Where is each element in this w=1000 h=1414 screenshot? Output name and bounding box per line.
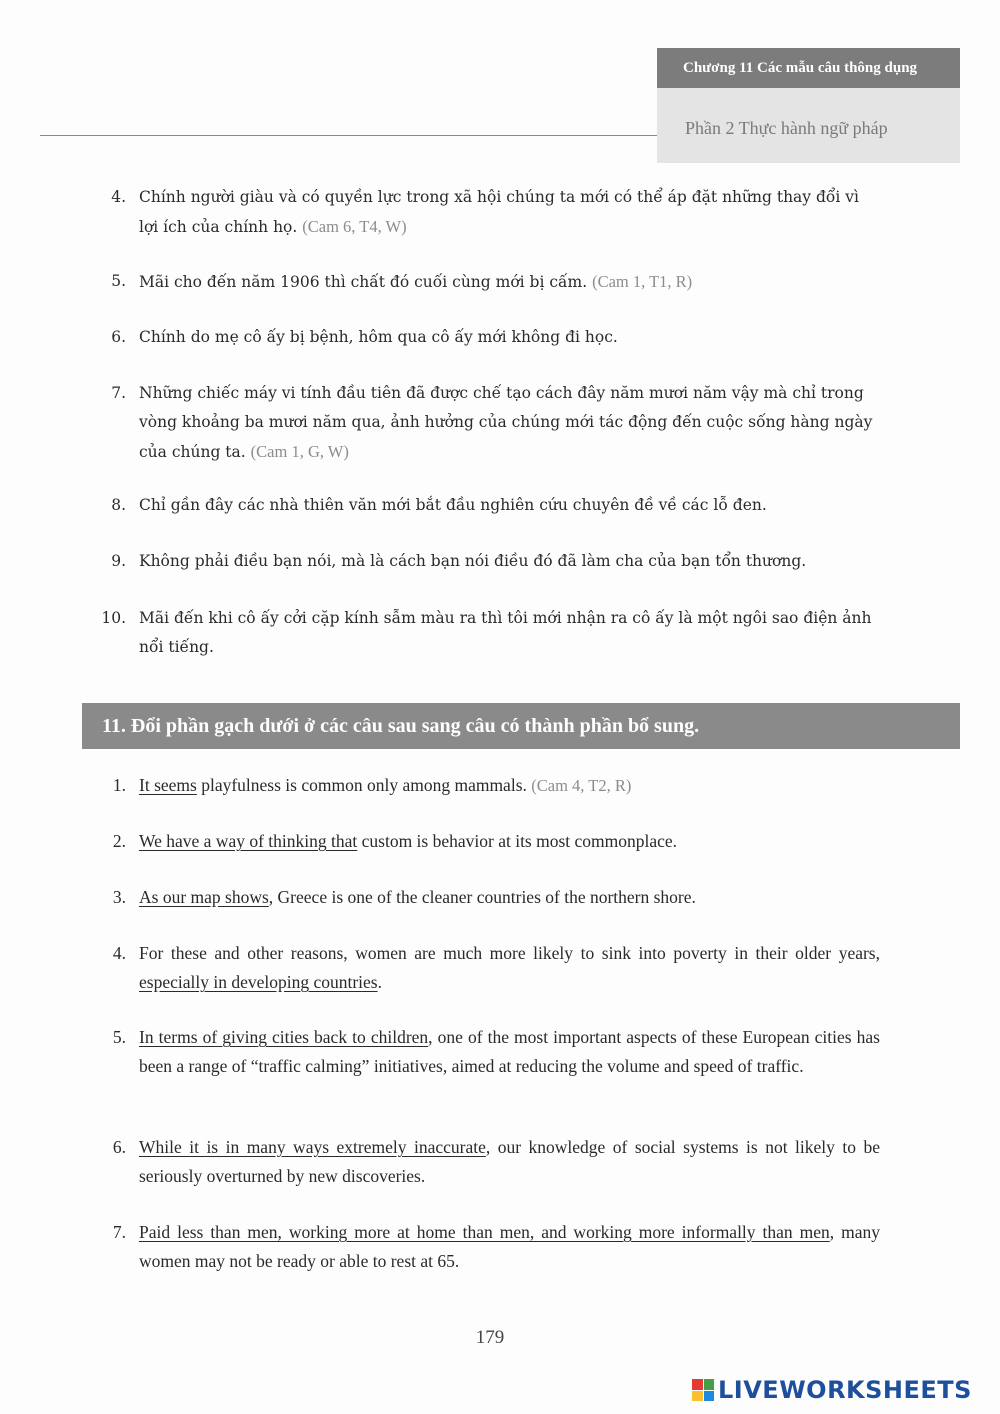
list-item (100, 267, 880, 297)
item-number: 5. (111, 272, 126, 290)
page-number: 179 (475, 1327, 505, 1348)
list-item (100, 883, 880, 912)
item-text: Chỉ gần đây các nhà thiên văn mới bắt đầu nghiên cứu chuyên đề về các lỗ đen. (139, 496, 767, 514)
item-text: Không phải điều bạn nói, mà là cách bạn nói điều đó đã làm cha của bạn tổn thương. (139, 552, 807, 570)
list-item (100, 323, 880, 352)
item-text: playfulness is common only among mammals. (196, 775, 527, 795)
item-text: Chính do mẹ cô ấy bị bệnh, hôm qua cô ấy mới không đi học. (139, 328, 618, 346)
underlined-phrase: In terms of giving cities back to children (139, 1027, 429, 1047)
underlined-phrase: We have a way of thinking that (139, 831, 358, 851)
item-number: 10. (101, 609, 126, 627)
item-number: 5. (112, 1027, 126, 1047)
underlined-phrase: While it is in many ways extremely inaccurate (139, 1137, 486, 1157)
part-title: Phần 2 Thực hành ngữ pháp (685, 118, 894, 139)
item-number: 6. (112, 1137, 126, 1157)
item-number: 4. (111, 188, 126, 206)
item-reference: (Cam 1, T1, R) (592, 272, 693, 291)
item-text: custom is behavior at its most commonplace. (357, 831, 678, 851)
item-text: Chính người giàu và có quyền lực trong xã hội chúng ta mới có thể áp đặt những thay đổi vì lợi ích của chính họ. (139, 188, 859, 236)
underlined-phrase: especially in developing countries (139, 972, 378, 992)
item-reference: (Cam 6, T4, W) (302, 217, 407, 236)
item-number: 2. (112, 831, 126, 851)
item-text-end: . (377, 972, 382, 992)
list-item (100, 547, 880, 576)
list-item (100, 1023, 880, 1081)
logo-icon (692, 1379, 714, 1401)
item-number: 9. (111, 552, 126, 570)
chapter-title: Chương 11 Các mẫu câu thông dụng (683, 59, 918, 76)
item-reference: (Cam 1, G, W) (250, 442, 349, 461)
item-reference: (Cam 4, T2, R) (531, 776, 632, 795)
list-item (100, 827, 880, 856)
item-text: , our knowledge of social systems is not likely to be seriously overturned by new discoveries. (139, 1137, 881, 1186)
item-number: 7. (111, 384, 126, 402)
list-item (100, 604, 880, 662)
underlined-phrase: As our map shows (139, 887, 269, 907)
item-text: , many women may not be ready or able to rest at 65. (139, 1222, 880, 1271)
list-item (100, 939, 880, 997)
item-text: Mãi đến khi cô ấy cởi cặp kính sẫm màu ra thì tôi mới nhận ra cô ấy là một ngôi sao điện ảnh nổi tiếng. (139, 609, 872, 656)
list-item (100, 491, 880, 520)
list-item (100, 1218, 880, 1276)
item-text: Mãi cho đến năm 1906 thì chất đó cuối cùng mới bị cấm. (139, 273, 588, 291)
list-item (100, 379, 880, 467)
underlined-phrase: It seems (139, 775, 197, 795)
item-text: For these and other reasons, women are much more likely to sink into poverty in their older years, (139, 943, 880, 963)
item-number: 4. (112, 943, 126, 963)
item-number: 8. (111, 496, 126, 514)
item-number: 3. (112, 887, 126, 907)
underlined-phrase: Paid less than men, working more at home than men, and working more informally than men (139, 1222, 830, 1242)
list-item (100, 771, 880, 800)
liveworksheets-logo[interactable] (692, 1376, 972, 1404)
brand-name: LIVEWORKSHEETS (718, 1376, 972, 1404)
item-text: , one of the most important aspects of these European cities has been a range of “traffic calming” initiatives, aimed at reducing the volume and speed of traffic. (139, 1027, 880, 1076)
item-text: , Greece is one of the cleaner countries of the northern shore. (268, 887, 696, 907)
item-number: 1. (112, 775, 126, 795)
list-item (100, 183, 880, 242)
item-number: 6. (111, 328, 126, 346)
item-number: 7. (112, 1222, 126, 1242)
section-header: 11. Đổi phần gạch dưới ở các câu sau sang câu có thành phần bổ sung. (82, 703, 960, 749)
item-text: Những chiếc máy vi tính đầu tiên đã được chế tạo cách đây năm mươi năm vậy mà chỉ trong vòng khoảng ba mươi năm qua, ảnh hưởng của chúng mới tác động đến cuộc sống hàng ngày của chúng ta. (139, 384, 873, 461)
list-item (100, 1133, 880, 1191)
